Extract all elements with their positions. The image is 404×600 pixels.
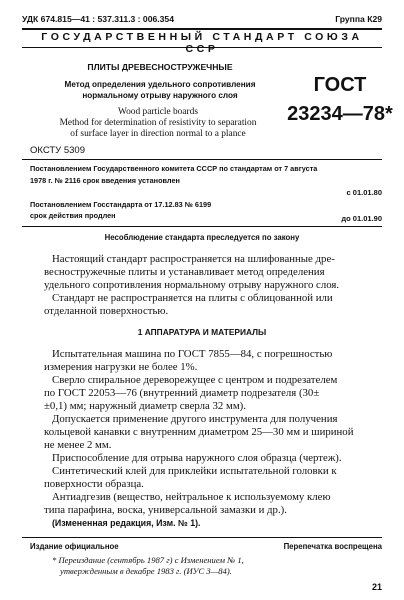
decrees-rule: [22, 226, 382, 227]
decree-2-line-1: Постановлением Госстандарта от 17.12.83 № 6199: [30, 200, 212, 209]
section-1-heading: 1 АППАРАТУРА И МАТЕРИАЛЫ: [137, 327, 267, 337]
section-1-line: Приспособление для отрыва наружного слоя образца (чертеж).: [52, 452, 342, 464]
reissue-note-line-2: утвержденным в декабре 1983 г. (ИУС 3—84).: [60, 566, 232, 576]
decree-1-date: с 01.01.80: [346, 188, 382, 197]
official-edition-label: Издание официальное: [30, 542, 119, 551]
decree-2-date: до 01.01.90: [341, 214, 382, 223]
title-sub-ru-1: Метод определения удельного сопротивления: [64, 80, 256, 89]
intro-line: отделанной поверхностью.: [44, 305, 169, 317]
section-1-line: Антиадгезив (вещество, нейтральное к используемому клею: [52, 491, 331, 503]
intro-line: удельного сопротивления нормальному отрыву наружного слоя.: [44, 279, 340, 291]
page-number: 21: [371, 582, 382, 592]
section-1-line: не менее 2 мм.: [44, 439, 112, 451]
decree-2-line-2: срок действия продлен: [30, 211, 116, 220]
title-sub-ru-2: нормальному отрыву наружного слоя: [82, 91, 238, 100]
standard-banner: ГОСУДАРСТВЕННЫЙ СТАНДАРТ СОЮЗА ССР: [41, 31, 363, 55]
section-1-line: поверхности образца.: [44, 478, 144, 490]
section-1-line: кольцевой канавки с внутренним диаметром 25—30 мм и шириной: [44, 426, 354, 438]
gost-label: ГОСТ: [313, 74, 367, 96]
header-rule-bottom: [22, 47, 382, 48]
title-en-2: Method for determination of resistivity to separation: [59, 118, 257, 128]
decree-1-line-2: 1978 г. № 2116 срок введения установлен: [30, 176, 180, 185]
section-1-line: Испытательная машина по ГОСТ 7855—84, с погрешностью: [52, 348, 333, 360]
okstu-rule: [22, 159, 382, 160]
reissue-note-line-1: * Переиздание (сентябрь 1987 г) с Изменением № 1,: [52, 555, 244, 565]
section-1-line: Сверло спиральное дереворежущее с центром и подрезателем: [52, 374, 338, 386]
title-en-3: of surface layer in direction normal to a plance: [70, 129, 246, 139]
section-1-line: измерения нагрузки не более 1%.: [44, 361, 198, 373]
legal-notice: Несоблюдение стандарта преследуется по закону: [104, 233, 300, 242]
section-1-line: Допускается применение другого инструмента для получения: [52, 413, 338, 425]
section-1-line: Синтетический клей для приклейки испытательной головки к: [52, 465, 337, 477]
udk-code: УДК 674.815—41 : 537.311.3 : 006.354: [22, 14, 174, 24]
intro-line: Настоящий стандарт распространяется на шлифованные дре-: [52, 253, 335, 265]
amendment-note: (Измененная редакция, Изм. № 1).: [52, 518, 201, 528]
decree-1-line-1: Постановлением Государственного комитета СССР по стандартам от 7 августа: [30, 164, 318, 173]
reprint-prohibited-label: Перепечатка воспрещена: [283, 542, 382, 551]
header-rule-top: [22, 28, 382, 30]
gost-number: 23234—78*: [287, 103, 393, 125]
section-1-line: типа парафина, воска, универсальной замазки и др.).: [44, 504, 287, 516]
title-main-ru: ПЛИТЫ ДРЕВЕСНОСТРУЖЕЧНЫЕ: [87, 62, 233, 72]
title-en-1: Wood particle boards: [118, 107, 198, 117]
okstu-code: ОКСТУ 5309: [30, 145, 85, 156]
intro-line: весностружечные плиты и устанавливает метод определения: [44, 266, 325, 278]
intro-line: Стандарт не распространяется на плиты с облицованной или: [52, 292, 333, 304]
section-1-line: по ГОСТ 22053—76 (внутренний диаметр подрезателя (30±: [44, 387, 320, 399]
footer-rule: [22, 537, 382, 538]
group-code: Группа К29: [335, 14, 382, 24]
section-1-line: ±0,1) мм; наружный диаметр сверла 32 мм).: [44, 400, 246, 412]
